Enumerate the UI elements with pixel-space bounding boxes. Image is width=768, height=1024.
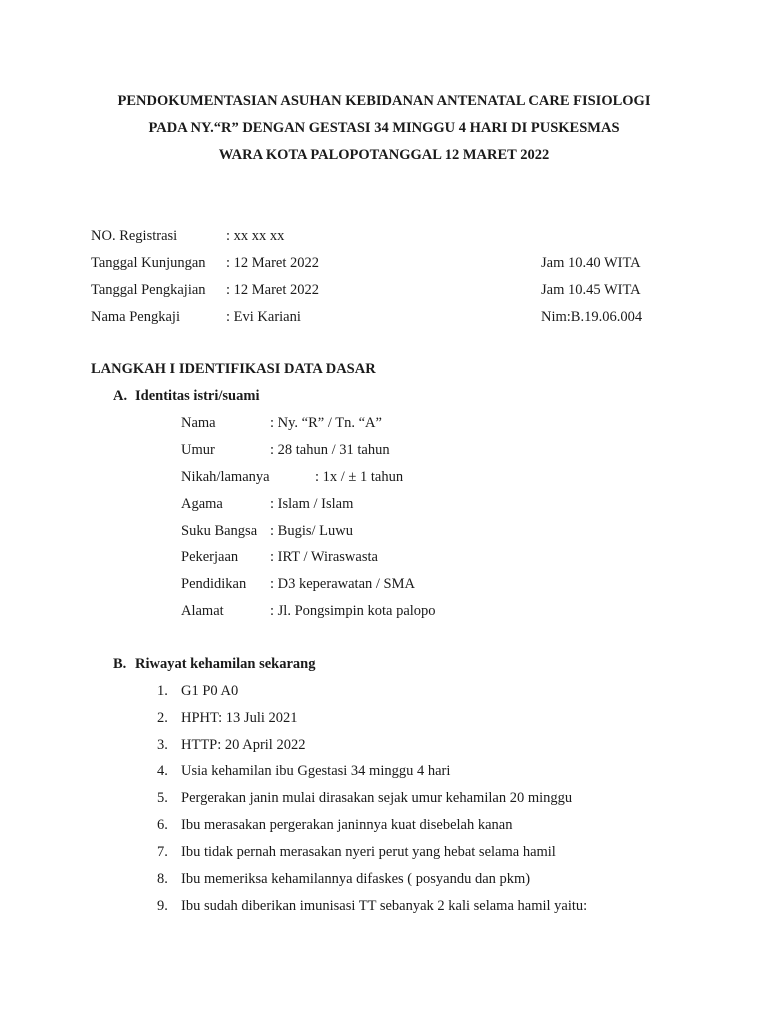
list-item: HPHT: 13 Juli 2021	[181, 710, 298, 726]
list-item: Usia kehamilan ibu Ggestasi 34 minggu 4 hari	[181, 763, 451, 779]
list-item-number: 6.	[157, 817, 168, 833]
visit-date-label: Tanggal Kunjungan	[91, 255, 206, 271]
list-item-number: 1.	[157, 683, 168, 699]
list-item-number: 3.	[157, 737, 168, 753]
identity-label-occupation: Pekerjaan	[181, 549, 239, 565]
list-item: Ibu tidak pernah merasakan nyeri perut yang hebat selama hamil	[181, 844, 556, 860]
section-b-heading: Riwayat kehamilan sekarang	[135, 656, 316, 672]
identity-label-name: Nama	[181, 415, 216, 431]
section-a-heading: Identitas istri/suami	[135, 388, 260, 404]
list-item: G1 P0 A0	[181, 683, 239, 699]
registration-label: NO. Registrasi	[91, 228, 178, 244]
list-item: Ibu merasakan pergerakan janinnya kuat disebelah kanan	[181, 817, 513, 833]
assessor-name-value: : Evi Kariani	[226, 309, 301, 325]
identity-label-age: Umur	[181, 442, 215, 458]
assessment-time: Jam 10.45 WITA	[541, 282, 641, 298]
list-item: Ibu sudah diberikan imunisasi TT sebanyak 2 kali selama hamil yaitu:	[181, 898, 588, 914]
visit-time: Jam 10.40 WITA	[541, 255, 641, 271]
identity-value-education: : D3 keperawatan / SMA	[270, 576, 415, 592]
identity-label-address: Alamat	[181, 603, 224, 619]
list-item-number: 9.	[157, 898, 168, 914]
list-item-number: 7.	[157, 844, 168, 860]
assessment-date-label: Tanggal Pengkajian	[91, 282, 206, 298]
section-a-marker: A.	[113, 388, 128, 404]
step1-heading: LANGKAH I IDENTIFIKASI DATA DASAR	[91, 361, 376, 377]
document-title-line-1: PENDOKUMENTASIAN ASUHAN KEBIDANAN ANTENATAL CARE FISIOLOGI	[117, 93, 651, 109]
identity-value-ethnicity: : Bugis/ Luwu	[270, 523, 353, 539]
assessment-date-value: : 12 Maret 2022	[226, 282, 320, 298]
identity-value-name: : Ny. “R” / Tn. “A”	[270, 415, 382, 431]
assessor-name-label: Nama Pengkaji	[91, 309, 180, 325]
identity-value-age: : 28 tahun / 31 tahun	[270, 442, 390, 458]
identity-value-occupation: : IRT / Wiraswasta	[270, 549, 378, 565]
list-item: HTTP: 20 April 2022	[181, 737, 306, 753]
list-item: Ibu memeriksa kehamilannya difaskes ( posyandu dan pkm)	[181, 871, 531, 887]
identity-label-ethnicity: Suku Bangsa	[181, 523, 258, 539]
assessor-nim: Nim:B.19.06.004	[541, 309, 643, 325]
list-item: Pergerakan janin mulai dirasakan sejak umur kehamilan 20 minggu	[181, 790, 573, 806]
visit-date-value: : 12 Maret 2022	[226, 255, 320, 271]
registration-value: : xx xx xx	[226, 228, 285, 244]
identity-label-marriage: Nikah/lamanya	[181, 469, 270, 485]
identity-value-marriage: : 1x / ± 1 tahun	[315, 469, 404, 485]
identity-value-address: : Jl. Pongsimpin kota palopo	[270, 603, 436, 619]
document-title-line-2: PADA NY.“R” DENGAN GESTASI 34 MINGGU 4 HARI DI PUSKESMAS	[148, 120, 620, 136]
section-b-marker: B.	[113, 656, 127, 672]
identity-value-religion: : Islam / Islam	[270, 496, 354, 512]
list-item-number: 2.	[157, 710, 168, 726]
identity-label-education: Pendidikan	[181, 576, 247, 592]
document-title-line-3: WARA KOTA PALOPOTANGGAL 12 MARET 2022	[218, 147, 550, 163]
list-item-number: 4.	[157, 763, 168, 779]
list-item-number: 5.	[157, 790, 168, 806]
identity-label-religion: Agama	[181, 496, 223, 512]
list-item-number: 8.	[157, 871, 168, 887]
